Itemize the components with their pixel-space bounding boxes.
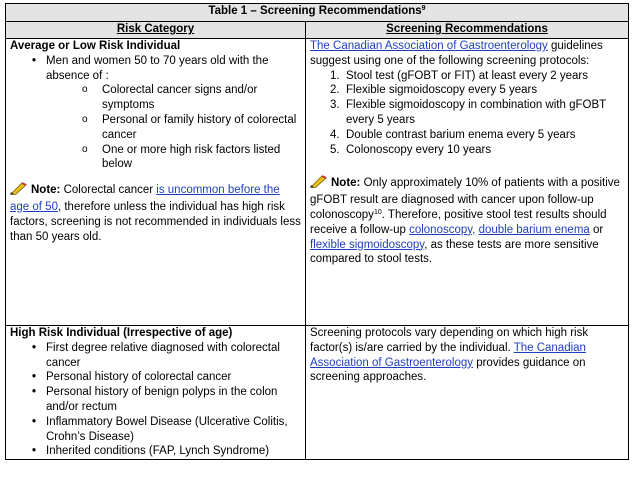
protocol-list (310, 69, 624, 158)
item-text: Flexible sigmoidoscopy every 5 years (346, 84, 538, 97)
item-number: 5. (330, 143, 340, 156)
table-title-row (6, 4, 629, 22)
note-text: Colorectal cancer (63, 184, 157, 197)
note-text: Only approximately 10% of patients with a positive gFOBT result are diagnosed with cancer upon follow-up colonoscopy (310, 177, 620, 221)
intro-paragraph (310, 39, 624, 69)
link-flexible-sigmoidoscopy[interactable]: flexible sigmoidoscopy (310, 238, 425, 251)
note-label: Note: (331, 177, 361, 190)
item-number: 4. (330, 128, 340, 141)
note-text: . Therefore, positive stool test results should receive a follow-up (310, 208, 607, 236)
note-age (10, 182, 301, 244)
average-risk-bullets (10, 54, 301, 172)
header-screening-recommendations: Screening Recommendations (306, 22, 629, 39)
list-item: • Inflammatory Bowel Disease (Ulcerative Colitis, Crohn’s Disease) (46, 415, 301, 445)
paragraph-text: Screening protocols vary depending on which high risk factor(s) is/are carried by the individual. (310, 327, 589, 354)
note-text: , as these tests are more sensitive compared to stool tests. (310, 238, 599, 266)
list-item (330, 128, 624, 143)
link-canadian-association[interactable]: The Canadian Association of Gastroenterology (310, 341, 586, 369)
item-number: 3. (330, 99, 340, 112)
title-footnote: 9 (421, 5, 426, 12)
item-text: Colonoscopy every 10 years (346, 143, 492, 156)
item-text: Stool test (gFOBT or FIT) at least every 2 years (346, 69, 589, 82)
note-gfobt (310, 175, 624, 267)
average-risk-cell (6, 39, 306, 326)
screening-cell (306, 39, 629, 326)
item-number: 2. (330, 84, 340, 97)
sub-list (46, 83, 301, 172)
list-item: • Inherited conditions (FAP, Lynch Syndrome) (46, 444, 301, 459)
intro-text: guidelines suggest using one of the following screening protocols: (310, 40, 603, 67)
item-text: Flexible sigmoidoscopy in combination with gFOBT every 5 years (346, 99, 606, 126)
paragraph-text: provides guidance on screening approaches. (310, 356, 586, 384)
list-item: o Colorectal cancer signs and/or symptoms (102, 83, 301, 113)
screening-table (5, 3, 629, 460)
link-uncommon-before-50[interactable]: is uncommon before the age of 50 (10, 184, 280, 213)
item-text: Double contrast barium enema every 5 years (346, 128, 576, 141)
item-number: 1. (330, 69, 340, 82)
average-risk-heading: Average or Low Risk Individual (10, 40, 181, 52)
footnote-ref: 10 (373, 208, 382, 216)
list-item: o Personal or family history of colorectal cancer (102, 113, 301, 143)
high-risk-paragraph (310, 326, 624, 385)
high-risk-cell (6, 326, 306, 460)
pencil-note-icon (310, 175, 328, 193)
bullet-text: Men and women 50 to 70 years old with the absence of : (46, 54, 269, 82)
list-item: o One or more high risk factors listed below (102, 143, 301, 173)
link-canadian-association[interactable]: The Canadian Association of Gastroenterology (310, 40, 548, 52)
note-label: Note: (31, 184, 61, 197)
table-header-row (6, 22, 629, 39)
table-title-text: Table 1 – Screening Recommendations (208, 5, 422, 17)
high-risk-screening-cell (306, 326, 629, 460)
table-title (6, 4, 629, 22)
table-row (6, 39, 629, 326)
table-row (6, 326, 629, 460)
list-item (46, 54, 301, 172)
list-item: • Personal history of colorectal cancer (46, 370, 301, 385)
list-item (330, 83, 624, 98)
list-item (330, 98, 624, 128)
list-item (330, 69, 624, 84)
list-item: • Personal history of benign polyps in the colon and/or rectum (46, 385, 301, 415)
note-text: , therefore unless the individual has high risk factors, screening is not recommended in individuals less than 50 years old. (10, 200, 301, 243)
link-double-barium-enema[interactable]: double barium enema (478, 223, 590, 236)
pencil-note-icon (10, 182, 28, 200)
note-text: or (589, 223, 604, 236)
high-risk-bullets (10, 341, 301, 459)
link-colonoscopy[interactable]: colonoscopy, (409, 223, 476, 236)
high-risk-heading: High Risk Individual (Irrespective of age) (10, 327, 233, 339)
header-risk-category: Risk Category (6, 22, 306, 39)
list-item: • First degree relative diagnosed with colorectal cancer (46, 341, 301, 371)
list-item (330, 143, 624, 158)
